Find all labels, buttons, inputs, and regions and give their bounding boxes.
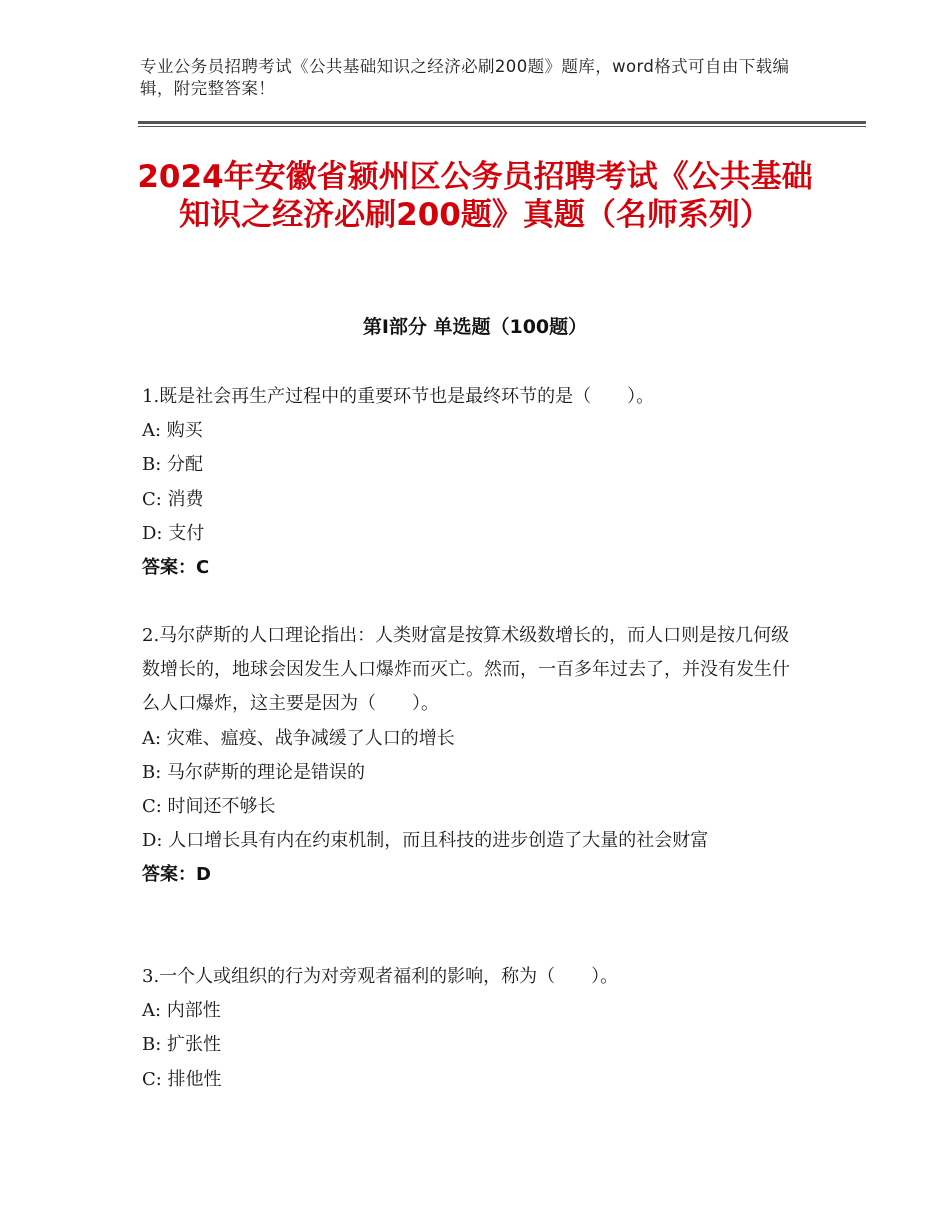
option-b: B: 扩张性 — [142, 1034, 222, 1056]
option-c: C: 时间还不够长 — [142, 796, 276, 818]
answer-label: 答案：C — [142, 557, 210, 579]
header-rule-thin — [138, 126, 866, 127]
option-a: A: 灾难、瘟疫、战争减缓了人口的增长 — [142, 727, 455, 749]
question-2 — [142, 619, 807, 893]
question-stem: 3.一个人或组织的行为对旁观者福利的影响，称为（ ）。 — [142, 966, 619, 987]
header-note: 专业公务员招聘考试《公共基础知识之经济必刷200题》题库，word格式可自由下载编辑，附完整答案！ — [140, 57, 790, 98]
question-stem: 2.马尔萨斯的人口理论指出：人类财富是按算术级数增长的，而人口则是按几何级数增长的，地球会因发生人口爆炸而灭亡。然而，一百多年过去了，并没有发生什么人口爆炸，这主要是因为（ ）。 — [142, 625, 790, 715]
option-b: B: 分配 — [142, 454, 204, 476]
option-d: D: 支付 — [142, 522, 205, 544]
option-c: C: 消费 — [142, 488, 204, 510]
question-3 — [142, 960, 807, 1097]
option-a: A: 购买 — [142, 420, 203, 442]
section-heading: 第Ⅰ部分 单选题（100题） — [362, 316, 588, 338]
option-d: D: 人口增长具有内在约束机制，而且科技的进步创造了大量的社会财富 — [142, 830, 709, 852]
question-1 — [142, 380, 807, 585]
question-stem: 1.既是社会再生产过程中的重要环节也是最终环节的是（ ）。 — [142, 386, 655, 407]
answer-label: 答案：D — [142, 864, 211, 886]
document-title: 2024年安徽省颍州区公务员招聘考试《公共基础知识之经济必刷200题》真题（名师系列） — [137, 159, 813, 233]
option-a: A: 内部性 — [142, 1000, 221, 1022]
option-b: B: 马尔萨斯的理论是错误的 — [142, 761, 366, 783]
option-c: C: 排他性 — [142, 1068, 222, 1090]
header-rule-thick — [138, 121, 866, 124]
